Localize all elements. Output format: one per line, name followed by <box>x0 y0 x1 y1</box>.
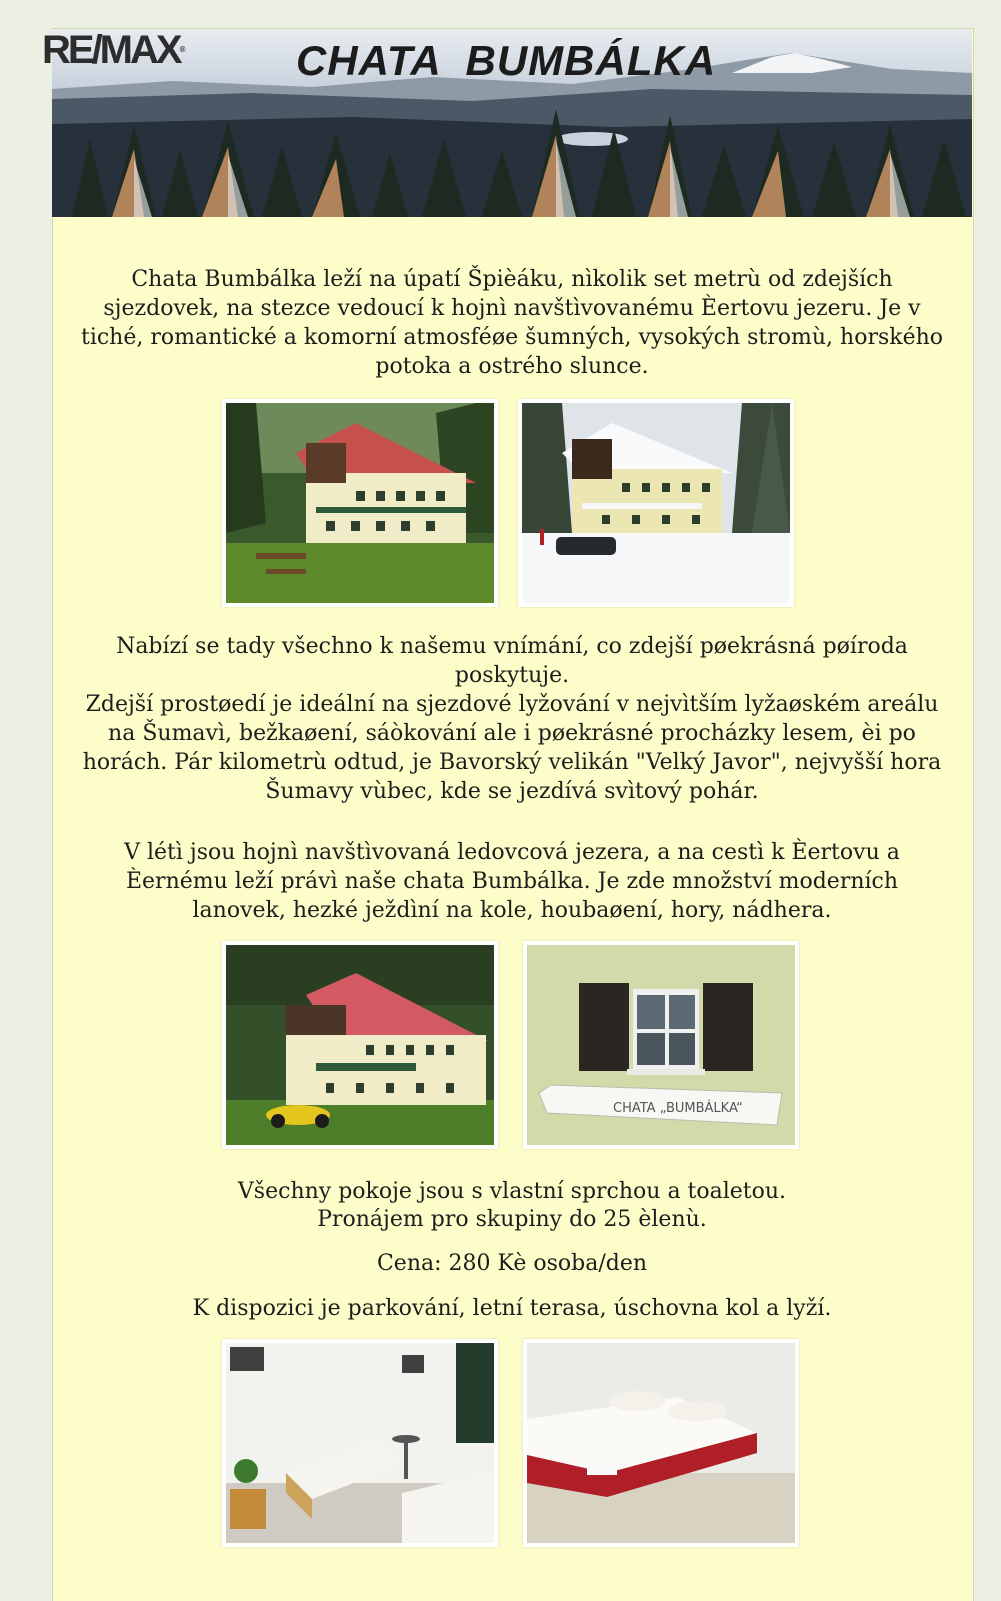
price-text: Cena: 280 Kè osoba/den <box>376 1251 648 1276</box>
chalet-summer-photo <box>222 399 498 607</box>
rooms-bathroom-text: Všechny pokoje jsou s vlastní sprchou a toaletou. <box>237 1179 787 1204</box>
window-sign-photo <box>523 941 799 1149</box>
room-twin-beds-photo <box>222 1339 498 1547</box>
intro-text: Chata Bumbálka leží na úpatí Špièáku, nìkolik set metrù od zdejších sjezdovek, na stezce vedoucí k hojnì navštìvovanému Èertovu jezeru. Je v tiché, romantické a komorní atmosféøe šumných, vysokých stromù, horského potoka a ostrého slunce. <box>80 267 944 379</box>
group-capacity-text: Pronájem pro skupiny do 25 èlenù. <box>317 1207 707 1232</box>
amenities-text: K dispozici je parkování, letní terasa, úschovna kol a lyží. <box>192 1296 832 1321</box>
chalet-sign-text: CHATA „BUMBÁLKA“ <box>613 1101 743 1116</box>
offer-text-intro: Nabízí se tady všechno k našemu vnímání, co zdejší pøekrásná pøíroda poskytuje. <box>116 634 908 688</box>
summer-text: V létì jsou hojnì navštìvovaná ledovcová jezera, a na cestì k Èertovu a Èernému leží právì naše chata Bumbálka. Je zde množství moderních lanovek, hezké ježdìní na kole, houbaøení, hory, nádhera. <box>124 840 900 923</box>
remax-logo: RE/MAX® <box>42 28 186 72</box>
content-page <box>52 28 974 1601</box>
offer-text-activities: Zdejší prostøedí je ideální na sjezdové lyžování v nejvìtším lyžaøském areálu na Šumavì, bežkaøení, sáòkování ale i pøekrásné procházky lesem, èi po horách. Pár kilometrù odtud, je Bavorský velikán "Velký Javor", nejvyšší hora Šumavy vùbec, kde se jezdívá svìtový pohár. <box>82 692 942 804</box>
page-title: CHATA BUMBÁLKA <box>296 37 717 84</box>
chalet-winter-photo <box>518 399 794 607</box>
room-double-bed-photo <box>523 1339 799 1547</box>
chalet-yellow-car-photo <box>222 941 498 1149</box>
